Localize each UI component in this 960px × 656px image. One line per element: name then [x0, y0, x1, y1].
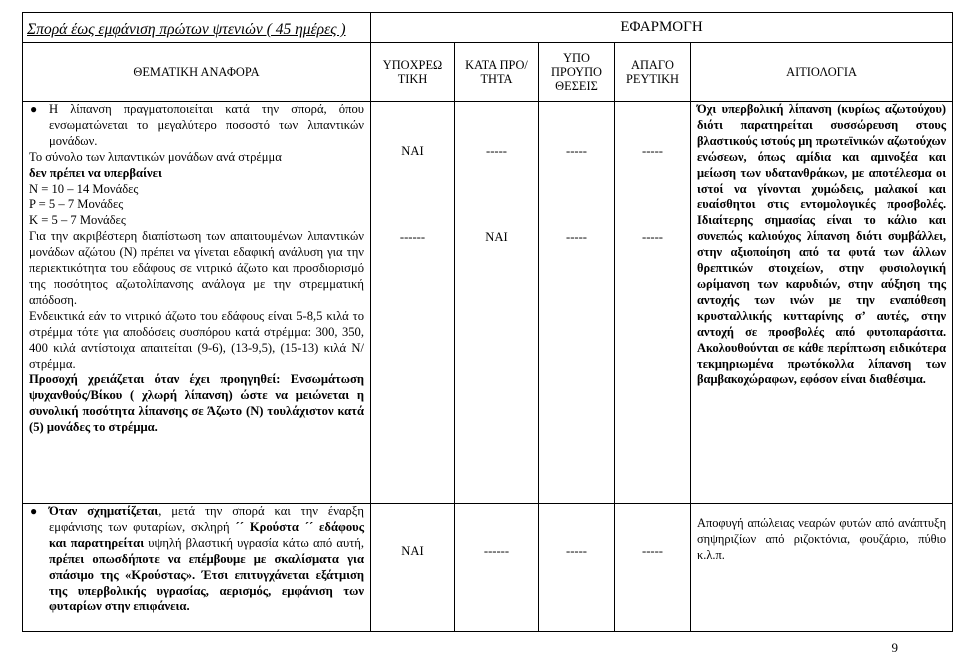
col-header-mandatory-text: ΥΠΟΧΡΕΩ ΤΙΚΗ [382, 58, 443, 86]
row2-forbidden-mark: ----- [642, 230, 663, 244]
row3-optional-mark: ------ [483, 544, 510, 558]
section1-forbidden [615, 102, 691, 504]
col-header-conditional [539, 43, 615, 102]
section2-conditional [539, 504, 615, 632]
attention-text: Προσοχή χρειάζεται όταν έχει προηγηθεί: Ενσωμάτωση ψυχανθούς/Βίκου ( χλωρή λίπανση) ώστε να μειώνεται η συνολική ποσότητα λίπανσης σε Άζωτο (Ν) τουλάχιστον κατά (5) μονάδες το στρέμμα. [29, 372, 364, 435]
bullet-icon: ● [30, 102, 38, 116]
col-header-justification-text: ΑΙΤΙΟΛΟΓΙΑ [786, 65, 857, 79]
section1-bullet [23, 102, 370, 150]
section1-bullet-text: Η λίπανση πραγματοποιείται κατά την σπορά, όπου ενσωματώνεται το μεγαλύτερο ποσοστό των λιπαντικών μονάδων. [49, 102, 364, 148]
col-header-optional-text: ΚΑΤΑ ΠΡΟ/ΤΗΤΑ [465, 58, 528, 86]
section1-optional [455, 102, 539, 504]
section1-mandatory [371, 102, 455, 504]
p-line: P = 5 – 7 Μονάδες [29, 197, 124, 212]
section2-bold-2: ´´ Κρούστα ´´ εδάφους και παρατηρείται [49, 519, 365, 550]
row1-optional-mark: ----- [486, 144, 507, 158]
section2-text-2: υψηλή βλαστική υγρασία κάτω από αυτή, [148, 535, 364, 550]
accuracy-text: Για την ακριβέστερη διαπίστωση των απαιτουμένων λιπαντικών μονάδων αζώτου (Ν) πρέπει να γίνεται εδαφική ανάλυση για την περιεκτικότητα του εδάφους σε νιτρικό άζωτο και προσδιορισμό της ποσότητος αζωτολίπανσης ανάλογα με την στρεμματική απόδοση. [29, 229, 364, 307]
row1-mandatory-mark: ΝΑΙ [401, 144, 424, 158]
page-number: 9 [891, 640, 898, 655]
justification-1a: Όχι υπερβολική λίπανση (κυρίως αζωτούχου) διότι παρατηρείται συσσώρευση στους βλαστικούς ιστούς μη πρωτεϊνικών αζωτούχων ενώσεων, όπως αμίδια και αμινοξέα και μείωση των υδατανθράκων, με αποτέλεσμα οι ιστοί να γίνονται χυμώδεις, μαλακοί και ευαίσθητοι στις εντομολογικές προσβολές. [697, 102, 947, 212]
row1-forbidden-mark: ----- [642, 144, 663, 158]
application-header [371, 13, 953, 43]
col-header-mandatory [371, 43, 455, 102]
section1-conditional [539, 102, 615, 504]
col-header-justification [691, 43, 953, 102]
justification-1b: Ιδιαίτερης σημασίας είναι το κάλιο και συνεπώς καλιούχος λίπανση διότι συμβάλλει, στην αξιοποίηση από τα φυτά των άλλων θρεπτικών στοιχείων, στην φυσιολογική ωρίμανση των καρυδιών, στην αύξηση της αντοχής των ινών με την εναπόθεση κρυσταλλικής κυτταρίνης σ’ αυτές, στην αντοχή σε προσβολές από φυτοπαράσιτα. Ακολουθούνται σε κάθε περίπτωση ειδικότερα τεκμηριωμένα πρωτόκολλα λίπανση των βαμβακοχώραφων, εφόσον είναι διαθέσιμα. [697, 213, 947, 387]
col-header-thematic [23, 43, 371, 102]
section2-optional [455, 504, 539, 632]
section1-justification [691, 102, 953, 504]
section2-text-1: , μετά την σπορά και την έναρξη εμφάνισης των φυταρίων, σκληρή [49, 504, 364, 534]
col-header-forbidden-text: ΑΠΑΓΟ ΡΕΥΤΙΚΗ [626, 58, 679, 86]
stage-title-text: Σπορά έως εμφάνιση πρώτων ψτενιών ( 45 ημέρες ) [27, 21, 346, 38]
units-bold-line [29, 166, 364, 182]
n-line: N = 10 – 14 Μονάδες [29, 181, 139, 196]
k-line: K = 5 – 7 Μονάδες [29, 213, 126, 228]
section2-bullet [23, 504, 370, 615]
section2-forbidden [615, 504, 691, 632]
units-bold: δεν πρέπει να υπερβαίνει [29, 165, 162, 180]
practice-table [22, 12, 953, 632]
col-header-conditional-text: ΥΠΟ ΠΡΟΥΠΟ ΘΕΣΕΙΣ [550, 51, 602, 93]
row3-mandatory-mark: ΝΑΙ [401, 544, 424, 558]
section2-bold-1: Όταν σχηματίζεται [49, 504, 159, 518]
row3-conditional-mark: ----- [566, 544, 587, 558]
section2-justification [691, 504, 953, 632]
section1-body [23, 150, 370, 436]
section2-thematic [23, 504, 371, 632]
stage-title [23, 13, 371, 43]
units-intro: Το σύνολο των λιπαντικών μονάδων ανά στρέμμα [29, 149, 282, 164]
col-header-thematic-text: ΘΕΜΑΤΙΚΗ ΑΝΑΦΟΡΑ [133, 65, 260, 79]
row3-forbidden-mark: ----- [642, 544, 663, 558]
row2-optional-mark: ΝΑΙ [485, 230, 508, 244]
indicative-text: Ενδεικτικά εάν το νιτρικό άζωτο του εδάφους είναι 5-8,5 κιλά το στρέμμα τότε για αποδόσεις συσπόρου κατά στρέμμα: 300, 350, 400 κιλά αντίστοιχα απαιτείται (9-6), (13-9,5), (15-13) κιλά Ν/στρέμμα. [29, 308, 364, 371]
section2-bold-3: πρέπει οπωσδήποτε να επέμβουμε με σκαλίσματα για σπάσιμο της «Κρούστας». Έτσι επιτυγχάνεται εξάτμιση της υπερβολικής υγρασίας, αερισμός, εμφάνιση των φυταρίων στην επιφάνεια. [49, 551, 364, 614]
col-header-optional [455, 43, 539, 102]
justification-2: Αποφυγή απώλειας νεαρών φυτών από ανάπτυξη σηψηριζίων από ριζοκτόνια, φουζάριο, πύθιο κ.λ.π. [697, 516, 947, 562]
application-header-text: ΕΦΑΡΜΟΓΗ [620, 19, 703, 35]
section1-thematic [23, 102, 371, 504]
row1-conditional-mark: ----- [566, 144, 587, 158]
col-header-forbidden [615, 43, 691, 102]
section2-mandatory [371, 504, 455, 632]
bullet-icon: ● [30, 504, 38, 518]
row2-mandatory-mark: ------ [399, 230, 426, 244]
row2-conditional-mark: ----- [566, 230, 587, 244]
units-intro-line [29, 150, 364, 166]
